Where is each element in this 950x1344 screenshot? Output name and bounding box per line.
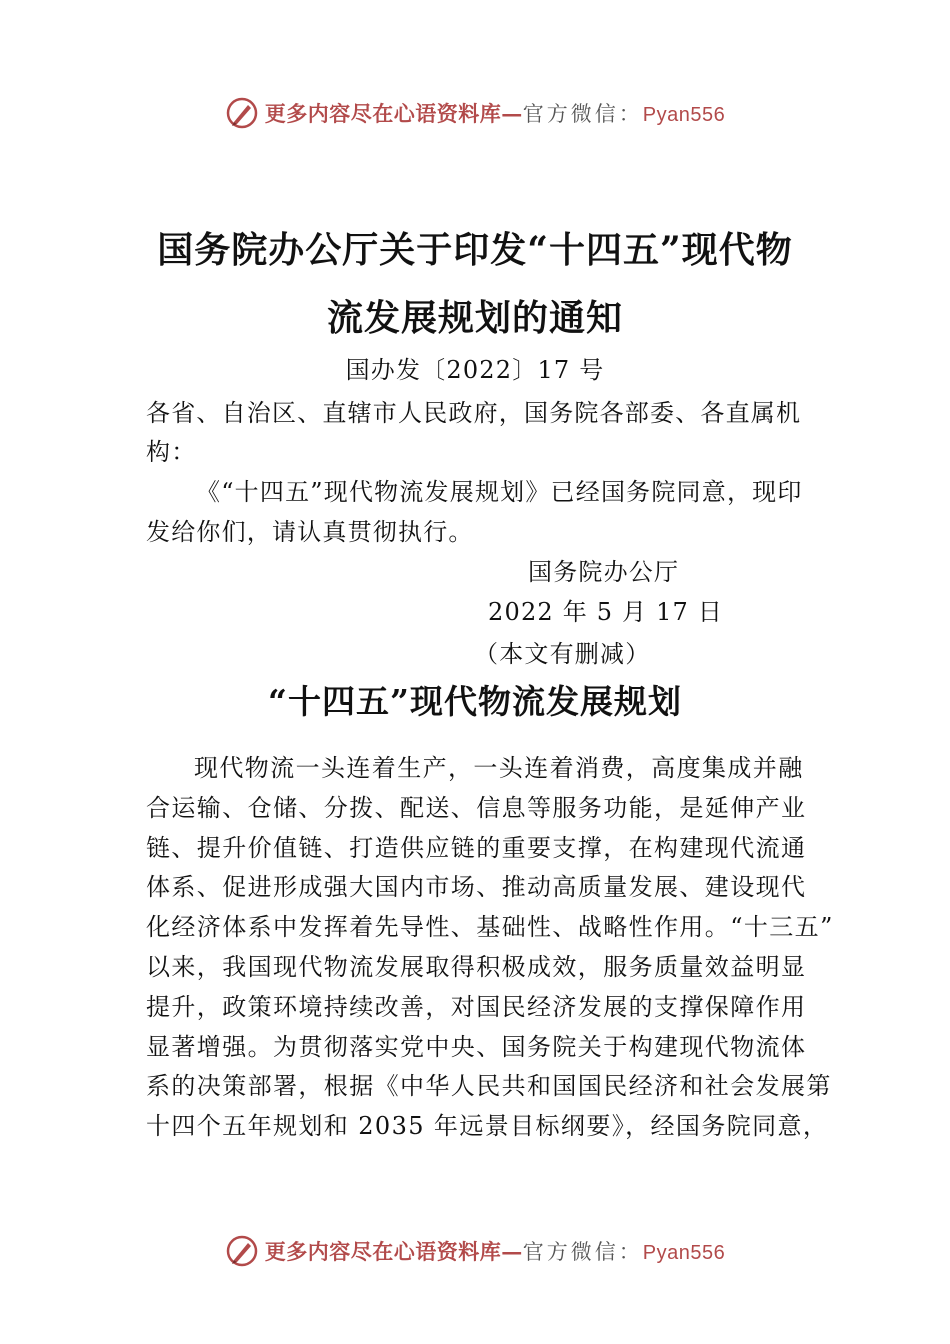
paragraph-line: 提升，政策环境持续改善，对国民经济发展的支撑保障作用	[146, 992, 807, 1021]
paragraph-line: 显著增强。为贯彻落实党中央、国务院关于构建现代物流体	[146, 1032, 807, 1061]
watermark-separator: —	[501, 1239, 523, 1264]
watermark-separator: —	[501, 101, 523, 126]
notice-body-line-1: 《“十四五”现代物流发展规划》已经国务院同意，现印	[196, 478, 803, 506]
paragraph-line: 以来，我国现代物流发展取得积极成效，服务质量效益明显	[146, 952, 807, 981]
paragraph-line: 合运输、仓储、分拨、配送、信息等服务功能，是延伸产业	[146, 793, 807, 822]
watermark-label: 官方微信：	[522, 1240, 643, 1264]
watermark-wechat-id: Pyan556	[642, 1242, 726, 1264]
watermark-footer	[0, 1234, 950, 1272]
issuer: 国务院办公厅	[528, 558, 680, 586]
plan-title: “十四五”现代物流发展规划	[268, 682, 682, 721]
paragraph-line: 十四个五年规划和 2035 年远景目标纲要》，经国务院同意，	[146, 1112, 829, 1141]
paragraph-line: 现代物流一头连着生产，一头连着消费，高度集成并融	[194, 754, 804, 782]
watermark-label: 官方微信：	[522, 102, 643, 126]
watermark-header	[0, 96, 950, 134]
paragraph-line: 体系、促进形成强大国内市场、推动高质量发展、建设现代	[146, 873, 807, 902]
issue-date: 2022 年 5 月 17 日	[488, 598, 724, 626]
quill-pen-logo-icon	[225, 1234, 259, 1268]
plan-paragraph	[146, 749, 834, 1147]
watermark-wechat-id: Pyan556	[642, 104, 726, 126]
document-number: 国办发〔2022〕17 号	[345, 356, 605, 384]
watermark-brand: 更多内容尽在心语资料库	[264, 1239, 502, 1264]
notice-title-line-2: 流发展规划的通知	[326, 297, 623, 339]
paragraph-line: 链、提升价值链、打造供应链的重要支撑，在构建现代流通	[146, 833, 807, 862]
watermark-text	[265, 98, 725, 128]
paragraph-line: 化经济体系中发挥着先导性、基础性、战略性作用。“十三五”	[146, 913, 834, 942]
addressee-line-2: 构：	[146, 438, 197, 466]
watermark-brand: 更多内容尽在心语资料库	[264, 101, 502, 126]
watermark-text	[265, 1236, 725, 1266]
notice-body-line-2: 发给你们，请认真贯彻执行。	[146, 518, 474, 546]
addressee-line-1: 各省、自治区、直辖市人民政府，国务院各部委、各直属机	[146, 399, 802, 427]
quill-pen-logo-icon	[225, 96, 259, 130]
abridged-note: （本文有删减）	[474, 640, 651, 668]
notice-title-line-1: 国务院办公厅关于印发“十四五”现代物	[157, 229, 793, 271]
paragraph-line: 系的决策部署，根据《中华人民共和国国民经济和社会发展第	[146, 1072, 832, 1101]
